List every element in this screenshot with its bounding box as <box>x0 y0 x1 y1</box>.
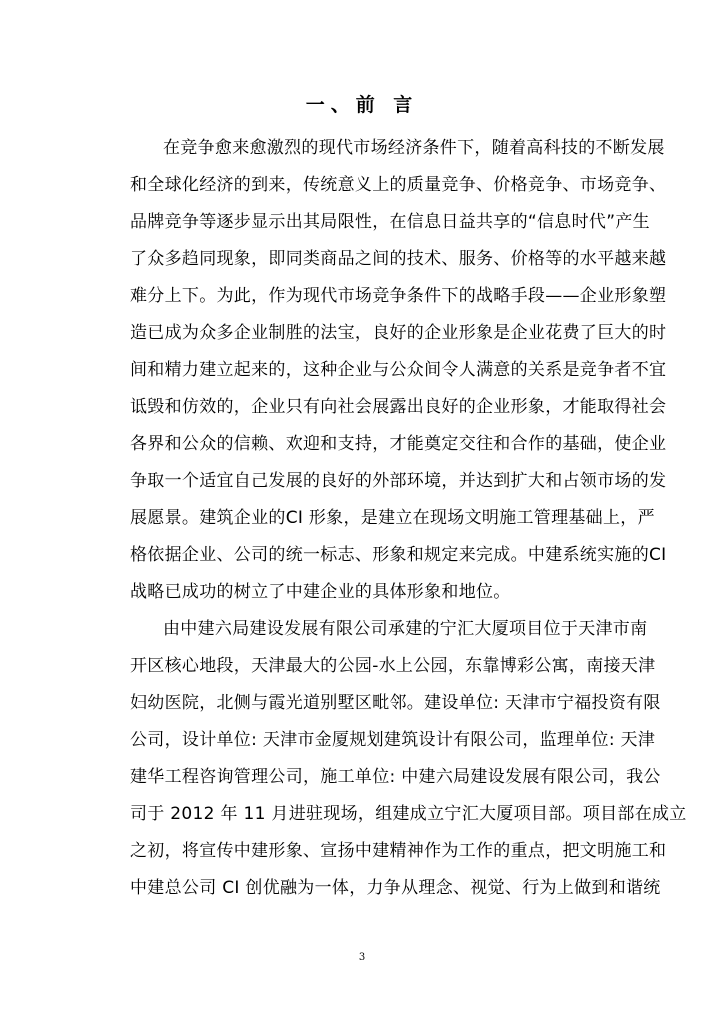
paragraph-line: 诋毁和仿效的，企业只有向社会展露出良好的企业形象，才能取得社会 <box>130 397 667 417</box>
paragraph-line: 战略已成功的树立了中建企业的具体形象和地位。 <box>130 582 511 602</box>
paragraph-line: 建华工程咨询管理公司，施工单位: 中建六局建设发展有限公司，我公 <box>130 767 661 787</box>
paragraph-line: 造已成为众多企业制胜的法宝，良好的企业形象是企业花费了巨大的时 <box>130 323 667 343</box>
paragraph-line: 由中建六局建设发展有限公司承建的宁汇大厦项目位于天津市南 <box>163 619 648 639</box>
paragraph-line: 品牌竞争等逐步显示出其局限性，在信息日益共享的“信息时代”产生 <box>130 212 650 232</box>
page-number: 3 <box>358 952 366 963</box>
section-heading: 一、前 言 <box>305 94 419 116</box>
paragraph-line: 妇幼医院，北侧与霞光道别墅区毗邻。建设单位: 天津市宁福投资有限 <box>130 693 661 713</box>
paragraph-line: 开区核心地段，天津最大的公园-水上公园，东靠博彩公寓，南接天津 <box>130 656 656 676</box>
paragraph-line: 难分上下。为此，作为现代市场竞争条件下的战略手段——企业形象塑 <box>130 286 667 306</box>
paragraph-line: 展愿景。建筑企业的CI 形象，是建立在现场文明施工管理基础上，严 <box>130 508 655 528</box>
paragraph-line: 在竞争愈来愈激烈的现代市场经济条件下，随着高科技的不断发展 <box>163 138 665 158</box>
paragraph-line: 间和精力建立起来的，这种企业与公众间令人满意的关系是竞争者不宜 <box>130 360 667 380</box>
paragraph-line: 中建总公司 CI 创优融为一体，力争从理念、视觉、行为上做到和谐统 <box>130 878 661 898</box>
paragraph-line: 各界和公众的信赖、欢迎和支持，才能奠定交往和合作的基础，使企业 <box>130 434 667 454</box>
paragraph-line: 和全球化经济的到来，传统意义上的质量竞争、价格竞争、市场竞争、 <box>130 175 667 195</box>
paragraph-line: 之初，将宣传中建形象、宣扬中建精神作为工作的重点，把文明施工和 <box>130 841 667 861</box>
paragraph-line: 格依据企业、公司的统一标志、形象和规定来完成。中建系统实施的CI <box>130 545 667 565</box>
paragraph-line: 争取一个适宜自己发展的良好的外部环境，并达到扩大和占领市场的发 <box>130 471 667 491</box>
paragraph-line: 司于 2012 年 11 月进驻现场，组建成立宁汇大厦项目部。项目部在成立 <box>130 804 687 824</box>
paragraph-line: 了众多趋同现象，即同类商品之间的技术、服务、价格等的水平越来越 <box>130 249 667 269</box>
paragraph-line: 公司，设计单位: 天津市金厦规划建筑设计有限公司，监理单位: 天津 <box>130 730 656 750</box>
